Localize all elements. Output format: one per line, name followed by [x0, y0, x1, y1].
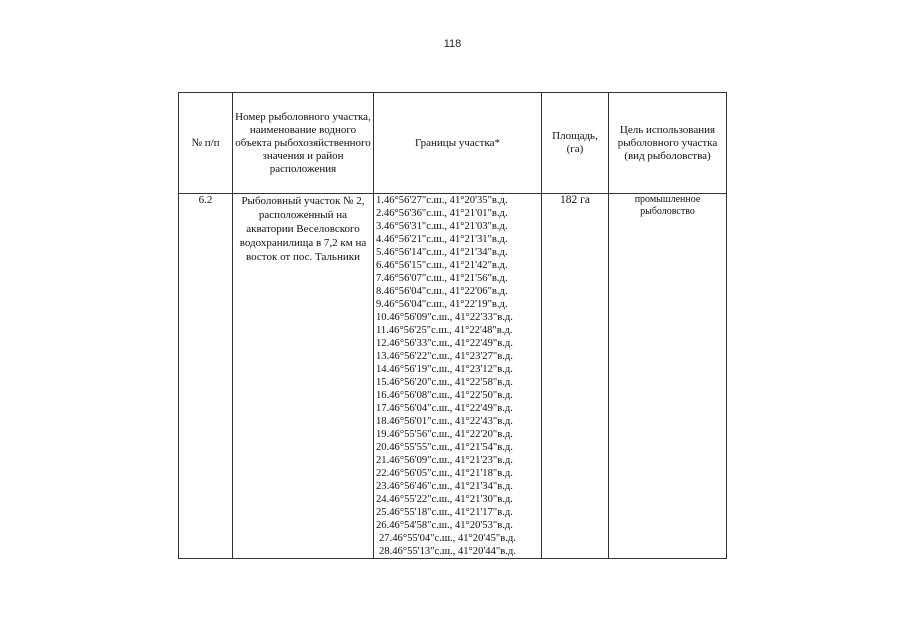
coordinate-item: 4.46°56'21"с.ш., 41°21'31"в.д.	[376, 234, 508, 245]
coordinate-item: 25.46°55'18"с.ш., 41°21'17"в.д.	[376, 507, 513, 518]
row-purpose: промышленное рыболовство	[609, 194, 727, 559]
header-boundaries: Границы участка*	[374, 93, 542, 194]
coordinate-item: 28.46°55'13"с.ш., 41°20'44"в.д.	[379, 546, 516, 557]
row-name: Рыболовный участок № 2, расположенный на акватории Веселовского водохранилища в 7,2 км на восток от пос. Тальники	[233, 194, 374, 559]
coordinate-item: 9.46°56'04"с.ш., 41°22'19"в.д.	[376, 299, 508, 310]
coordinate-item: 14.46°56'19"с.ш., 41°23'12"в.д.	[376, 364, 513, 375]
header-area: Площадь, (га)	[542, 93, 609, 194]
coordinate-item: 19.46°55'56"с.ш., 41°22'20"в.д.	[376, 429, 513, 440]
coordinate-item: 11.46°56'25"с.ш., 41°22'48"в.д.	[376, 325, 513, 336]
coordinate-item: 6.46°56'15"с.ш., 41°21'42"в.д.	[376, 260, 508, 271]
table-row	[179, 194, 727, 559]
coordinate-item: 1.46°56'27"с.ш., 41°20'35"в.д.	[376, 195, 508, 206]
coordinate-item: 20.46°55'55"с.ш., 41°21'54"в.д.	[376, 442, 513, 453]
coordinate-item: 13.46°56'22"с.ш., 41°23'27"в.д.	[376, 351, 513, 362]
coordinate-item: 16.46°56'08"с.ш., 41°22'50"в.д.	[376, 390, 513, 401]
coordinate-item: 8.46°56'04"с.ш., 41°22'06"в.д.	[376, 286, 508, 297]
coordinate-item: 23.46°56'46"с.ш., 41°21'34"в.д.	[376, 481, 513, 492]
fishing-areas-table	[178, 92, 727, 559]
header-purpose: Цель использования рыболовного участка (вид рыболовства)	[609, 93, 727, 194]
coordinate-item: 27.46°55'04"с.ш., 41°20'45"в.д.	[379, 533, 516, 544]
coordinate-item: 10.46°56'09"с.ш., 41°22'33"в.д.	[376, 312, 513, 323]
coordinate-item: 3.46°56'31"с.ш., 41°21'03"в.д.	[376, 221, 508, 232]
header-name: Номер рыболовного участка, наименование водного объекта рыбохозяйственного значения и район расположения	[233, 93, 374, 194]
coordinate-item: 2.46°56'36"с.ш., 41°21'01"в.д.	[376, 208, 508, 219]
page-number: 118	[443, 38, 462, 50]
coordinate-item: 18.46°56'01"с.ш., 41°22'43"в.д.	[376, 416, 513, 427]
coordinate-item: 26.46°54'58"с.ш., 41°20'53"в.д.	[376, 520, 513, 531]
coordinate-item: 15.46°56'20"с.ш., 41°22'58"в.д.	[376, 377, 513, 388]
coordinate-item: 24.46°55'22"с.ш., 41°21'30"в.д.	[376, 494, 513, 505]
header-number: № п/п	[179, 93, 233, 194]
coordinates-list	[376, 194, 539, 558]
coordinate-item: 17.46°56'04"с.ш., 41°22'49"в.д.	[376, 403, 513, 414]
coordinate-item: 5.46°56'14"с.ш., 41°21'34"в.д.	[376, 247, 508, 258]
coordinate-item: 21.46°56'09"с.ш., 41°21'23"в.д.	[376, 455, 513, 466]
row-area: 182 га	[542, 194, 609, 559]
row-boundaries	[374, 194, 542, 559]
coordinate-item: 7.46°56'07"с.ш., 41°21'56"в.д.	[376, 273, 508, 284]
coordinate-item: 22.46°56'05"с.ш., 41°21'18"в.д.	[376, 468, 513, 479]
row-number: 6.2	[179, 194, 233, 559]
table-header-row	[179, 93, 727, 194]
coordinate-item: 12.46°56'33"с.ш., 41°22'49"в.д.	[376, 338, 513, 349]
